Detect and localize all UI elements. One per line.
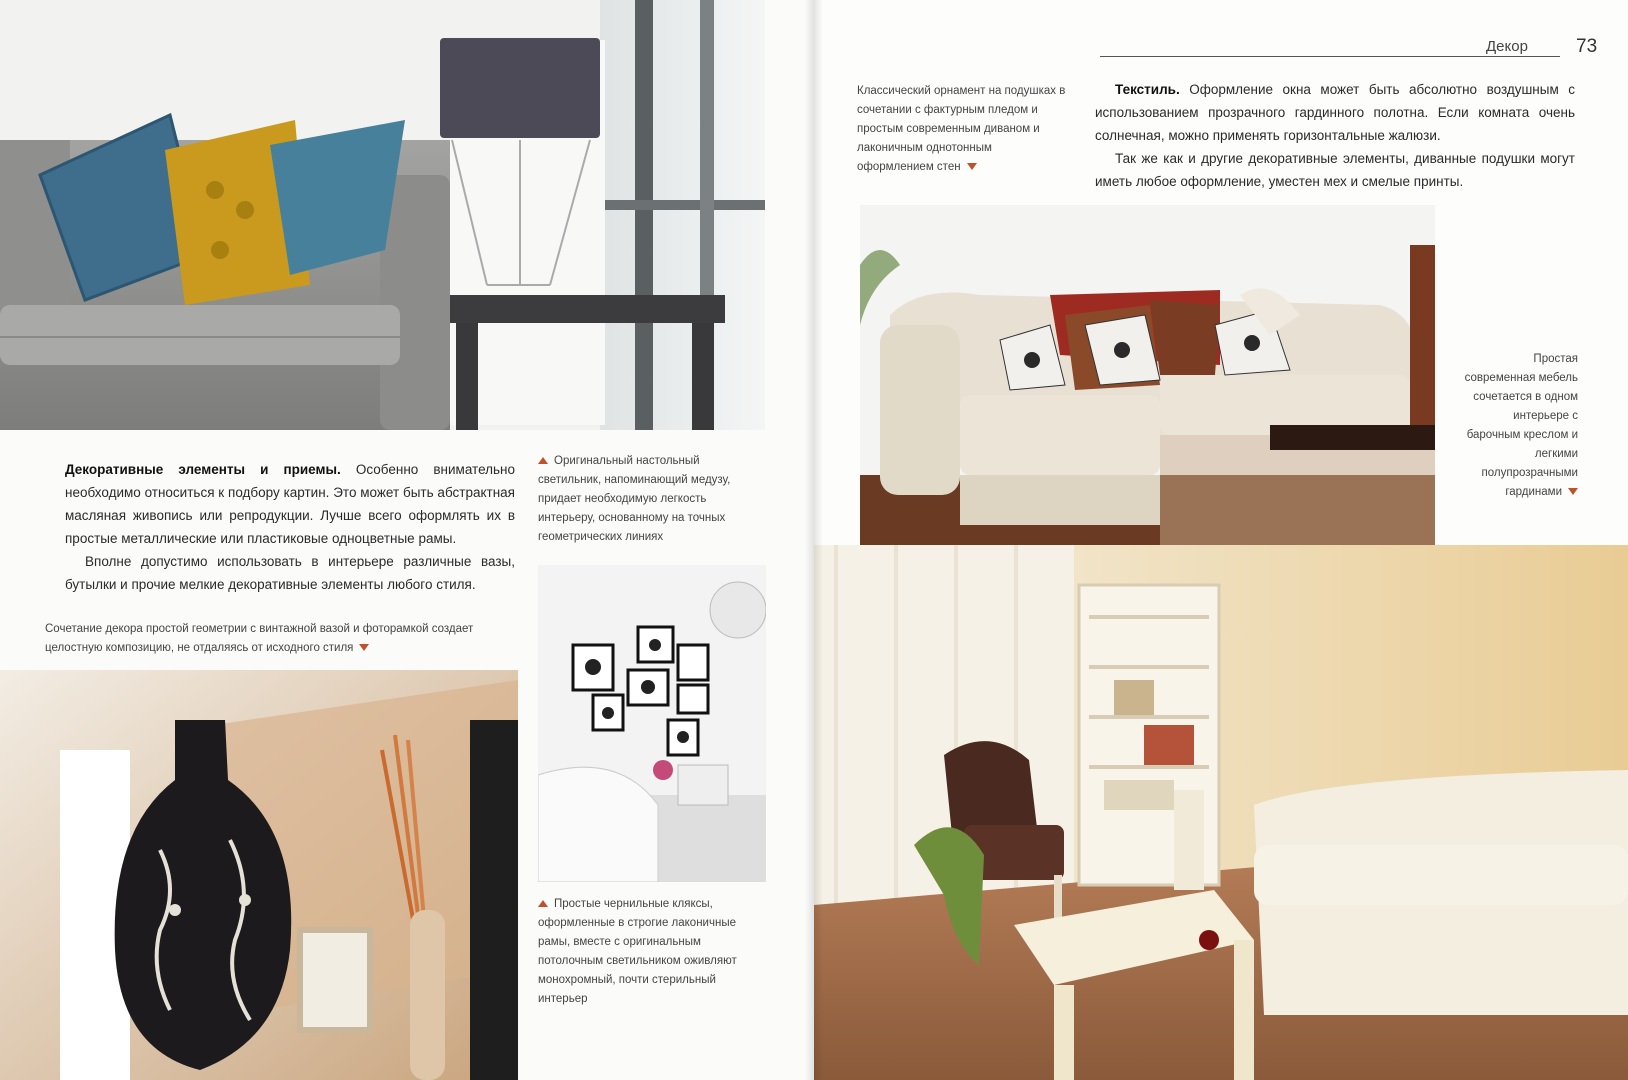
- triangle-down-marker-icon-3: [1568, 488, 1578, 495]
- caption-ink: [538, 895, 753, 1009]
- right-body-text: [1095, 78, 1575, 193]
- triangle-up-marker-icon: [538, 457, 548, 464]
- left-paragraph-1: Особенно внимательно необходимо относиться к подбору картин. Это может быть абстрактная масляная живопись или репродукции. Лучше всего оформлять их в простые металлические или пластиковые одноцветные рамы.: [65, 462, 516, 546]
- right-section-title: Текстиль.: [1115, 82, 1180, 97]
- photo-baroque-room: [814, 545, 1628, 1080]
- caption-vase-text: Сочетание декора простой геометрии с винтажной вазой и фоторамкой создает целостную композицию, не отдаляясь от исходного стиля: [45, 623, 474, 654]
- photo-sofa-lamp: [0, 0, 765, 430]
- caption-ink-text: Простые чернильные кляксы, оформленные в строгие лаконичные рамы, вместе с оригинальным потолочным светильником оживляют монохромный, почти стерильный интерьер: [538, 898, 737, 1005]
- left-section-title: Декоративные элементы и приемы.: [65, 462, 341, 477]
- caption-lamp: [538, 452, 738, 547]
- photo-vase-still-life: [0, 670, 518, 1080]
- book-gutter: [805, 0, 823, 1080]
- triangle-down-marker-icon: [359, 644, 369, 651]
- triangle-up-marker-icon-2: [538, 900, 548, 907]
- left-paragraph-2: Вполне допустимо использовать в интерьере различные вазы, бутылки и прочие мелкие декоративные элементы любого стиля.: [65, 554, 515, 592]
- right-header-rule: [1100, 56, 1560, 57]
- caption-pillows-text: Классический орнамент на подушках в сочетании с фактурным пледом и простым современным диваном и лаконичным однотонным оформлением стен: [857, 85, 1066, 173]
- caption-lamp-text: Оригинальный настольный светильник, напоминающий медузу, придает необходимую легкость интерьеру, основанному на точных геометрических линиях: [538, 455, 731, 543]
- photo-ink-frames: [538, 565, 766, 882]
- right-running-title: Декор: [1486, 38, 1528, 55]
- triangle-down-marker-icon-2: [967, 163, 977, 170]
- caption-vase: [45, 620, 505, 658]
- left-body-text: [65, 458, 515, 596]
- right-paragraph-1: Оформление окна может быть абсолютно воздушным с использованием прозрачного гардинного полотна. Если комната очень солнечная, можно применять горизонтальные жалюзи.: [1095, 82, 1575, 143]
- caption-pillows: [857, 82, 1067, 177]
- right-paragraph-2: Так же как и другие декоративные элементы, диванные подушки могут иметь любое оформление, уместен мех и смелые принты.: [1095, 151, 1575, 189]
- caption-baroque: [1462, 350, 1578, 502]
- photo-cream-sofa: [860, 205, 1435, 567]
- caption-baroque-text: Простая современная мебель сочетается в одном интерьере с барочным креслом и легкими полупрозрачными гардинами: [1464, 353, 1578, 498]
- right-page-number: 73: [1576, 36, 1598, 57]
